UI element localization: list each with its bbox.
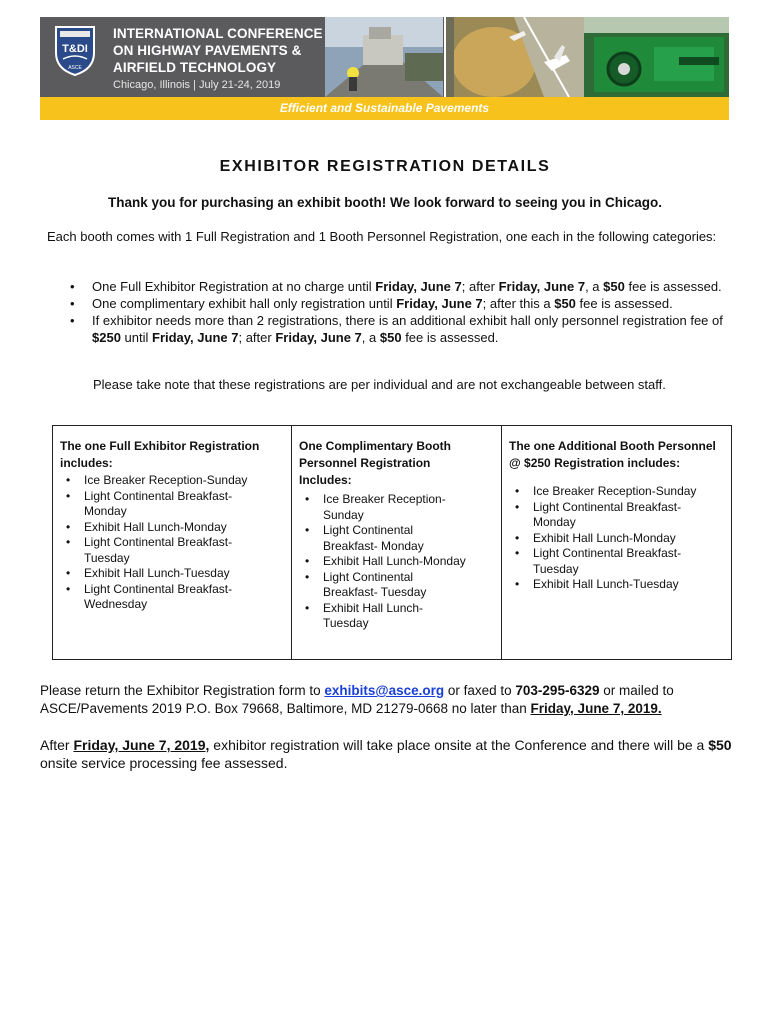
registration-bullet-list [70, 278, 735, 346]
list-item-text: Ice Breaker Reception-Sunday [533, 484, 697, 498]
column-heading-line: The one Additional Booth Personnel [509, 439, 716, 453]
list-item-text: Exhibit Hall Lunch- [323, 600, 424, 615]
list-item-text: Light Continental Breakfast- [533, 546, 682, 560]
conference-title-line: AIRFIELD TECHNOLOGY [113, 60, 277, 75]
list-item [302, 554, 495, 570]
list-item-text: Sunday [323, 507, 364, 522]
bullet-bold: Friday, June 7 [396, 296, 483, 311]
bullet-text: ; after this a [482, 296, 555, 311]
photo-gap [446, 17, 454, 97]
onsite-fee: $50 [708, 737, 732, 753]
logo-text: T&DI [62, 43, 88, 55]
intro-paragraph: Each booth comes with 1 Full Registration and 1 Booth Personnel Registration, one each in the following categories: [47, 229, 717, 244]
bullet-bold: $50 [554, 296, 576, 311]
bullet-text: If exhibitor needs more than 2 registrations, there is an additional exhibit hall only personnel registration fee of [92, 313, 723, 328]
fax-number: 703-295-6329 [515, 683, 600, 698]
column-heading [509, 438, 727, 472]
table-column-full-registration [53, 426, 291, 659]
bullet-bold: $250 [92, 330, 121, 345]
return-text: Please return the Exhibitor Registration form to [40, 683, 325, 698]
banner-header [40, 17, 729, 97]
list-item [70, 295, 735, 312]
list-item-text: Monday [84, 504, 127, 518]
return-instructions [40, 682, 740, 718]
list-item-text: Breakfast- Tuesday [323, 585, 427, 599]
logo-small-text: ASCE [68, 65, 82, 71]
bullet-text: One complimentary exhibit hall only registration until [92, 296, 397, 311]
list-item [63, 566, 285, 582]
photo-paving-machine [325, 17, 443, 97]
after-text: onsite service processing fee assessed. [40, 755, 288, 771]
photo-green-machine [584, 17, 729, 97]
return-text: or mailed to ASCE/Pavements 2019 P.O. Box 79668, Baltimore, MD 21279-0668 no later than [40, 683, 674, 716]
conference-banner [40, 17, 729, 120]
bullet-icon: • [66, 519, 71, 534]
column-heading-line: The one Full Exhibitor Registration [60, 439, 260, 453]
list-item [63, 489, 285, 520]
list-item-text: Light Continental Breakfast- [84, 581, 233, 596]
bullet-bold: Friday, June 7 [275, 330, 362, 345]
list-item-text: Tuesday [533, 561, 579, 576]
list-item-text: Breakfast- Monday [323, 538, 424, 553]
bullet-bold: Friday, June 7 [375, 279, 462, 294]
column-heading-line: includes: [60, 456, 113, 470]
bullet-bold: Friday, June 7 [498, 279, 586, 294]
column-list [60, 473, 285, 613]
list-item-text: Light Continental [323, 569, 414, 584]
bullet-icon: • [305, 492, 310, 506]
list-item-text: Exhibit Hall Lunch-Tuesday [84, 566, 230, 580]
page-title: EXHIBITOR REGISTRATION DETAILS [219, 158, 551, 175]
bullet-icon: • [66, 566, 71, 580]
bullet-icon: • [66, 535, 71, 549]
bullet-icon: • [70, 279, 75, 294]
list-item [70, 278, 735, 295]
bullet-icon: • [515, 530, 520, 545]
list-item [302, 601, 495, 632]
bullet-icon: • [515, 499, 520, 514]
deadline-date: Friday, June 7, 2019. [530, 701, 662, 716]
bullet-text: fee is assessed. [575, 296, 673, 311]
after-text: exhibitor registration will take place onsite at the Conference and there will be a [209, 737, 709, 753]
list-item-text: Monday [533, 515, 576, 529]
photo-airfield [454, 17, 584, 97]
bullet-icon: • [515, 577, 520, 591]
note-paragraph: Please take note that these registrations are per individual and are not exchangeable between staff. [93, 377, 666, 392]
table-column-additional-registration [501, 426, 731, 659]
list-item-text: Light Continental [323, 523, 414, 537]
list-item [302, 570, 495, 601]
list-item [63, 473, 285, 489]
bullet-text: ; after [238, 330, 276, 345]
bullet-icon: • [305, 569, 310, 584]
conference-title-line: ON HIGHWAY PAVEMENTS & [113, 43, 302, 58]
bullet-icon: • [70, 313, 75, 328]
list-item-text: Exhibit Hall Lunch-Monday [533, 530, 676, 545]
conference-subtitle: Chicago, Illinois | July 21-24, 2019 [113, 79, 281, 91]
column-heading-line: Personnel Registration [299, 456, 431, 470]
table-column-complimentary-registration [291, 426, 501, 659]
bullet-text: fee is assessed. [401, 330, 499, 345]
email-link[interactable]: exhibits@asce.org [324, 683, 445, 698]
bullet-icon: • [305, 600, 310, 615]
column-list [299, 492, 495, 632]
after-text: After [40, 737, 74, 753]
column-list [509, 484, 727, 593]
list-item [512, 577, 727, 593]
bullet-bold: Friday, June 7 [152, 330, 239, 345]
bullet-text: until [120, 330, 152, 345]
bullet-icon: • [70, 296, 75, 311]
list-item [63, 520, 285, 536]
bullet-icon: • [515, 546, 520, 560]
conference-title-line: INTERNATIONAL CONFERENCE [113, 26, 323, 41]
list-item [512, 500, 727, 531]
bullet-text: , a [361, 330, 380, 345]
return-text: or faxed to [444, 683, 516, 698]
list-item [302, 523, 495, 554]
tdi-logo-icon [53, 23, 97, 77]
column-heading-line: Includes: [299, 473, 352, 487]
column-heading-line: One Complimentary Booth [299, 439, 452, 453]
banner-tagline: Efficient and Sustainable Pavements [279, 101, 490, 115]
list-item-text: Wednesday [84, 597, 148, 611]
list-item [302, 492, 495, 523]
list-item-text: Ice Breaker Reception- [323, 492, 446, 506]
list-item-text: Light Continental Breakfast- [84, 488, 233, 503]
list-item-text: Tuesday [84, 550, 130, 565]
bullet-text: One Full Exhibitor Registration at no charge until [92, 279, 376, 294]
list-item-text: Light Continental Breakfast- [533, 499, 682, 514]
bullet-text: , a [585, 279, 604, 294]
list-item-text: Tuesday [323, 616, 369, 630]
list-item [70, 312, 735, 346]
bullet-bold: $50 [603, 279, 625, 294]
column-heading [60, 438, 285, 472]
column-heading-line: @ $250 Registration includes: [509, 456, 681, 470]
bullet-text: fee is assessed. [624, 279, 722, 294]
bullet-icon: • [66, 473, 71, 487]
conference-title [113, 25, 323, 76]
bullet-bold: $50 [379, 330, 402, 345]
list-item [63, 535, 285, 566]
list-item [512, 484, 727, 500]
bullet-icon: • [515, 484, 520, 498]
bullet-icon: • [305, 523, 310, 537]
registration-table [52, 425, 732, 660]
banner-tagline-bar [40, 97, 729, 120]
onsite-registration-note [40, 736, 740, 772]
bullet-icon: • [66, 581, 71, 596]
list-item [512, 531, 727, 547]
bullet-text: ; after [461, 279, 499, 294]
thank-you-line: Thank you for purchasing an exhibit booth! We look forward to seeing you in Chicago. [107, 195, 663, 210]
list-item [512, 546, 727, 577]
column-heading [299, 438, 495, 489]
list-item-text: Exhibit Hall Lunch-Monday [84, 519, 227, 534]
list-item-text: Exhibit Hall Lunch-Monday [323, 554, 466, 568]
list-item [63, 582, 285, 613]
bullet-icon: • [305, 554, 310, 568]
list-item-text: Exhibit Hall Lunch-Tuesday [533, 577, 679, 591]
list-item-text: Ice Breaker Reception-Sunday [84, 473, 248, 487]
after-date: Friday, June 7, 2019, [73, 737, 210, 753]
list-item-text: Light Continental Breakfast- [84, 535, 233, 549]
bullet-icon: • [66, 488, 71, 503]
